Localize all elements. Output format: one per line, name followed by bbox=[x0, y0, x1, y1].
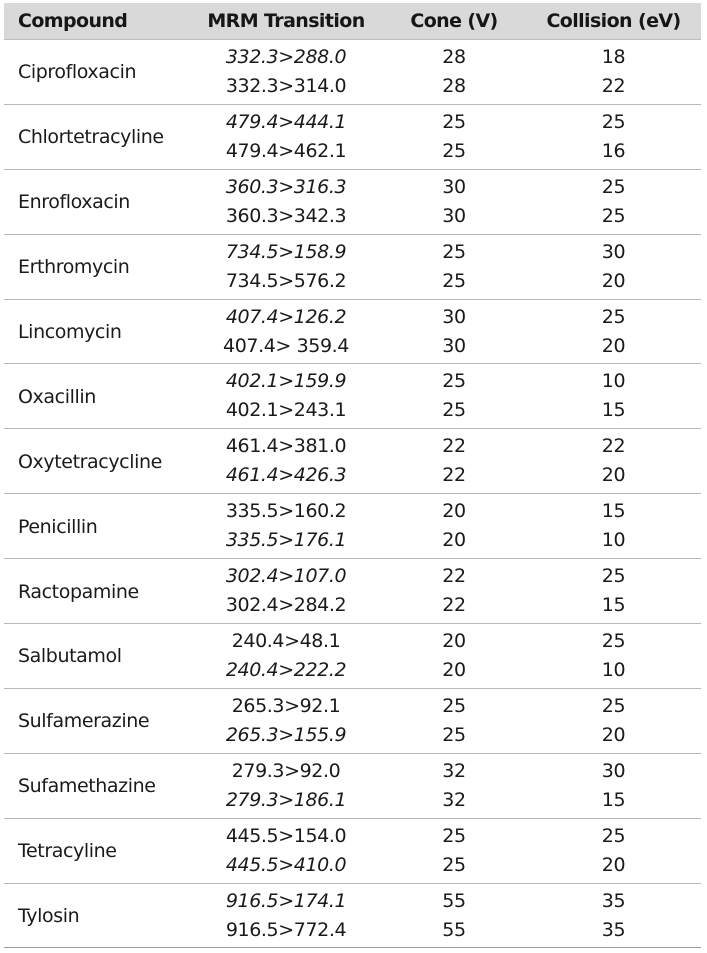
cone-value-2: 30 bbox=[442, 334, 466, 357]
cone-value-1: 30 bbox=[442, 175, 466, 198]
cone-cell bbox=[382, 819, 526, 883]
collision-value-1: 25 bbox=[601, 629, 626, 652]
mrm-cell bbox=[190, 40, 382, 104]
collision-cell bbox=[526, 235, 701, 299]
mrm-transition-2: 734.5>576.2 bbox=[225, 269, 347, 292]
header-compound: Compound bbox=[18, 10, 128, 32]
mrm-transition-1: 240.4>48.1 bbox=[231, 629, 341, 652]
cone-cell bbox=[382, 300, 526, 364]
cone-value-2: 22 bbox=[442, 464, 466, 487]
cone-cell bbox=[382, 884, 526, 948]
mrm-transition-1: 461.4>381.0 bbox=[225, 435, 347, 458]
cone-value-1: 32 bbox=[442, 759, 466, 782]
collision-cell bbox=[526, 494, 701, 558]
cone-value-1: 25 bbox=[442, 824, 466, 847]
cone-value-1: 25 bbox=[442, 110, 466, 133]
compound-name: Salbutamol bbox=[18, 645, 122, 668]
mrm-cell bbox=[190, 300, 382, 364]
mrm-transition-1: 335.5>160.2 bbox=[225, 500, 347, 523]
mrm-cell bbox=[190, 429, 382, 493]
mrm-cell bbox=[190, 235, 382, 299]
mrm-transition-2: 360.3>342.3 bbox=[225, 204, 347, 227]
mrm-cell bbox=[190, 364, 382, 428]
mrm-cell bbox=[190, 494, 382, 558]
mrm-cell bbox=[190, 689, 382, 753]
cone-cell bbox=[382, 364, 526, 428]
table-row bbox=[4, 624, 701, 689]
collision-cell bbox=[526, 819, 701, 883]
compound-name: Sulfamerazine bbox=[18, 710, 150, 733]
mrm-transition-2: 916.5>772.4 bbox=[225, 918, 347, 941]
collision-value-2: 22 bbox=[601, 74, 626, 97]
collision-value-2: 15 bbox=[601, 788, 626, 811]
cone-value-2: 25 bbox=[442, 723, 466, 746]
mrm-cell bbox=[190, 754, 382, 818]
compound-name: Oxytetracycline bbox=[18, 450, 162, 473]
collision-value-2: 15 bbox=[601, 399, 626, 422]
collision-value-1: 30 bbox=[601, 759, 626, 782]
cone-cell bbox=[382, 105, 526, 169]
cone-value-2: 25 bbox=[442, 269, 466, 292]
mrm-transition-1: 916.5>174.1 bbox=[225, 889, 347, 912]
collision-value-2: 20 bbox=[601, 723, 626, 746]
collision-value-2: 16 bbox=[601, 139, 626, 162]
compound-name: Chlortetracyline bbox=[18, 126, 164, 149]
compound-name: Tetracyline bbox=[18, 840, 117, 863]
cone-value-1: 55 bbox=[442, 889, 466, 912]
table-header bbox=[4, 3, 701, 40]
mrm-transition-2: 445.5>410.0 bbox=[225, 853, 347, 876]
table-row bbox=[4, 494, 701, 559]
mrm-cell bbox=[190, 819, 382, 883]
collision-value-2: 20 bbox=[601, 853, 626, 876]
cone-cell bbox=[382, 235, 526, 299]
collision-value-1: 25 bbox=[601, 110, 626, 133]
mrm-transition-1: 279.3>92.0 bbox=[231, 759, 341, 782]
mrm-transition-1: 265.3>92.1 bbox=[231, 694, 341, 717]
mrm-transition-2: 402.1>243.1 bbox=[225, 399, 347, 422]
collision-cell bbox=[526, 559, 701, 623]
compound-name: Erthromycin bbox=[18, 256, 130, 279]
collision-value-2: 10 bbox=[601, 658, 626, 681]
collision-value-1: 25 bbox=[601, 305, 626, 328]
mrm-cell bbox=[190, 170, 382, 234]
mrm-transition-2: 407.4> 359.4 bbox=[223, 334, 349, 357]
cone-cell bbox=[382, 40, 526, 104]
collision-cell bbox=[526, 300, 701, 364]
table-row bbox=[4, 235, 701, 300]
collision-cell bbox=[526, 624, 701, 688]
cone-cell bbox=[382, 689, 526, 753]
collision-cell bbox=[526, 40, 701, 104]
table-row bbox=[4, 170, 701, 235]
mrm-transition-2: 479.4>462.1 bbox=[225, 139, 347, 162]
cone-value-1: 30 bbox=[442, 305, 466, 328]
collision-cell bbox=[526, 884, 701, 948]
cone-value-2: 30 bbox=[442, 204, 466, 227]
collision-cell bbox=[526, 429, 701, 493]
table-row bbox=[4, 429, 701, 494]
cone-value-2: 25 bbox=[442, 399, 466, 422]
cone-value-2: 28 bbox=[442, 74, 466, 97]
cone-value-1: 25 bbox=[442, 694, 466, 717]
table-row bbox=[4, 559, 701, 624]
collision-value-2: 35 bbox=[601, 918, 626, 941]
mrm-transition-1: 402.1>159.9 bbox=[225, 370, 347, 393]
collision-value-1: 35 bbox=[601, 889, 626, 912]
mrm-transition-2: 302.4>284.2 bbox=[225, 594, 347, 617]
cone-value-1: 22 bbox=[442, 565, 466, 588]
collision-value-2: 10 bbox=[601, 529, 626, 552]
cone-cell bbox=[382, 559, 526, 623]
mrm-transition-2: 332.3>314.0 bbox=[225, 74, 347, 97]
compound-name: Tylosin bbox=[18, 905, 80, 928]
mrm-transition-1: 332.3>288.0 bbox=[225, 45, 347, 68]
table-row bbox=[4, 40, 701, 105]
table-row bbox=[4, 105, 701, 170]
cone-value-1: 22 bbox=[442, 435, 466, 458]
cone-cell bbox=[382, 170, 526, 234]
table-row bbox=[4, 689, 701, 754]
header-cone: Cone (V) bbox=[410, 10, 498, 32]
header-mrm-transition: MRM Transition bbox=[207, 10, 365, 32]
collision-value-2: 20 bbox=[601, 269, 626, 292]
cone-value-2: 55 bbox=[442, 918, 466, 941]
collision-value-1: 25 bbox=[601, 824, 626, 847]
mrm-cell bbox=[190, 884, 382, 948]
cone-value-2: 20 bbox=[442, 529, 466, 552]
collision-value-2: 20 bbox=[601, 334, 626, 357]
cone-value-2: 25 bbox=[442, 139, 466, 162]
mrm-cell bbox=[190, 624, 382, 688]
collision-value-1: 25 bbox=[601, 175, 626, 198]
mrm-transition-2: 240.4>222.2 bbox=[225, 658, 347, 681]
mrm-cell bbox=[190, 105, 382, 169]
cone-value-1: 25 bbox=[442, 240, 466, 263]
header-collision: Collision (eV) bbox=[546, 10, 681, 32]
compound-name: Ractopamine bbox=[18, 580, 139, 603]
cone-cell bbox=[382, 754, 526, 818]
mrm-transition-1: 302.4>107.0 bbox=[225, 565, 347, 588]
collision-cell bbox=[526, 105, 701, 169]
compound-name: Lincomycin bbox=[18, 321, 122, 343]
cone-cell bbox=[382, 429, 526, 493]
collision-value-1: 18 bbox=[601, 45, 626, 68]
cone-value-1: 25 bbox=[442, 370, 466, 393]
compound-name: Enrofloxacin bbox=[18, 191, 130, 214]
cone-value-1: 20 bbox=[442, 629, 466, 652]
table-row bbox=[4, 364, 701, 429]
cone-value-1: 20 bbox=[442, 500, 466, 523]
table-row bbox=[4, 884, 701, 949]
collision-cell bbox=[526, 170, 701, 234]
mrm-transition-1: 360.3>316.3 bbox=[225, 175, 347, 198]
collision-value-1: 15 bbox=[601, 500, 626, 523]
cone-value-2: 20 bbox=[442, 658, 466, 681]
table-row bbox=[4, 754, 701, 819]
compound-name: Penicillin bbox=[18, 515, 98, 538]
cone-value-2: 22 bbox=[442, 594, 466, 617]
cone-value-2: 25 bbox=[442, 853, 466, 876]
collision-value-1: 25 bbox=[601, 694, 626, 717]
cone-value-2: 32 bbox=[442, 788, 466, 811]
cone-cell bbox=[382, 494, 526, 558]
cone-cell bbox=[382, 624, 526, 688]
collision-value-1: 10 bbox=[601, 370, 626, 393]
collision-value-1: 30 bbox=[601, 240, 626, 263]
compound-name: Sufamethazine bbox=[18, 775, 156, 798]
mrm-transition-1: 479.4>444.1 bbox=[225, 110, 347, 133]
collision-value-1: 25 bbox=[601, 565, 626, 588]
collision-value-1: 22 bbox=[601, 435, 626, 458]
table-row bbox=[4, 300, 701, 365]
mrm-transition-1: 407.4>126.2 bbox=[225, 305, 347, 328]
mrm-transition-1: 445.5>154.0 bbox=[225, 824, 347, 847]
compound-name: Ciprofloxacin bbox=[18, 61, 137, 84]
mrm-transition-1: 734.5>158.9 bbox=[225, 240, 347, 263]
mrm-transition-2: 335.5>176.1 bbox=[225, 529, 347, 552]
collision-value-2: 20 bbox=[601, 464, 626, 487]
table-row bbox=[4, 819, 701, 884]
compound-name: Oxacillin bbox=[18, 385, 96, 408]
mrm-cell bbox=[190, 559, 382, 623]
collision-cell bbox=[526, 689, 701, 753]
collision-value-2: 25 bbox=[601, 204, 626, 227]
mrm-transition-2: 461.4>426.3 bbox=[225, 464, 347, 487]
collision-value-2: 15 bbox=[601, 594, 626, 617]
mrm-transition-2: 265.3>155.9 bbox=[225, 723, 347, 746]
cone-value-1: 28 bbox=[442, 45, 466, 68]
mrm-table bbox=[4, 3, 701, 948]
mrm-transition-2: 279.3>186.1 bbox=[225, 788, 347, 811]
collision-cell bbox=[526, 364, 701, 428]
collision-cell bbox=[526, 754, 701, 818]
